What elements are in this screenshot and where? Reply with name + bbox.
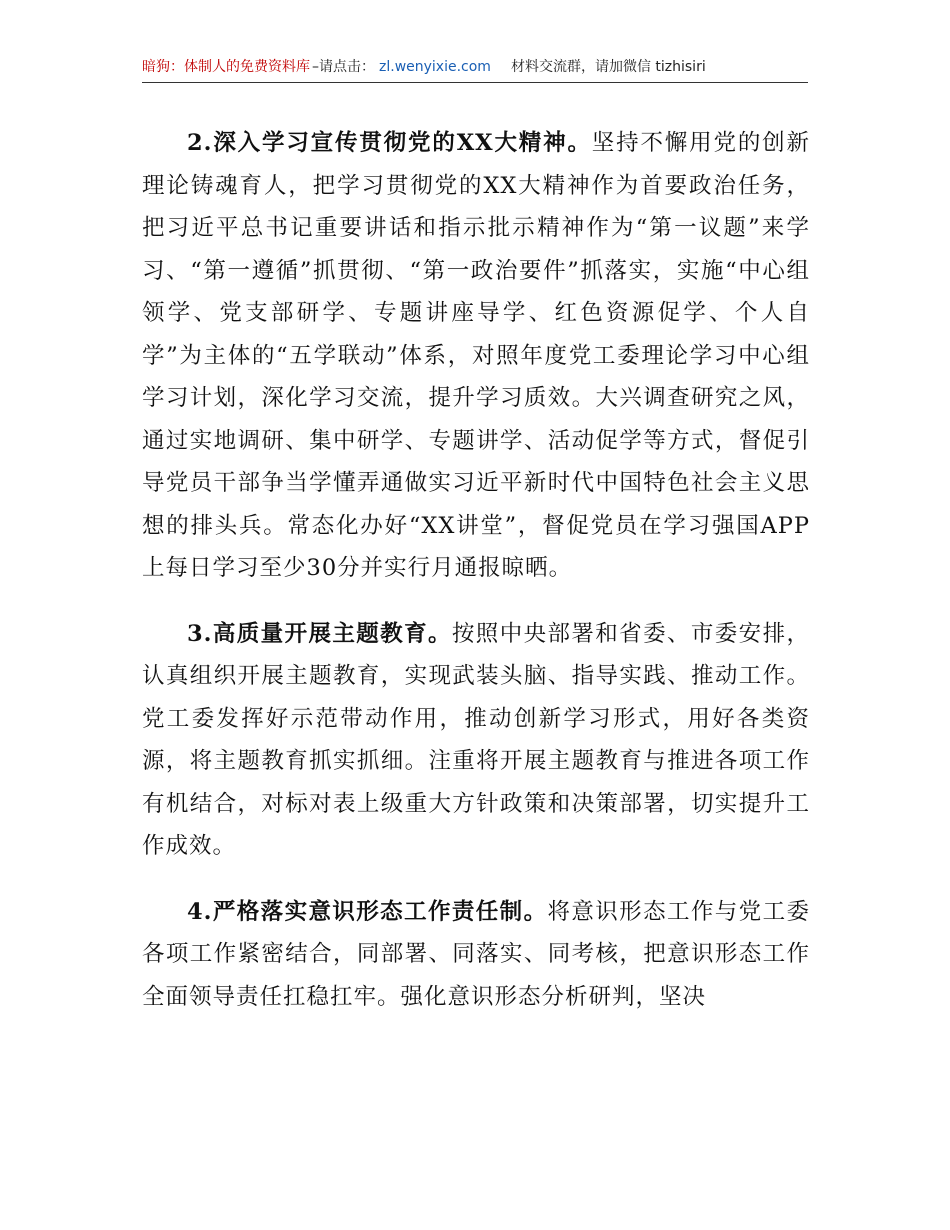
paragraph-3-text: 按照中央部署和省委、市委安排，认真组织开展主题教育，实现武装头脑、指导实践、推动工作。党工委发挥好示范带动作用，推动创新学习形式，用好各类资源，将主题教育抓实抓细。注重将开展主题教育与推进各项工作有机结合，对标对表上级重大方针政策和决策部署，切实提升工作成效。 xyxy=(142,620,810,859)
page-header xyxy=(142,56,808,83)
paragraph-4-heading: 4.严格落实意识形态工作责任制。 xyxy=(187,898,548,925)
paragraph-4 xyxy=(142,891,810,1019)
paragraph-4-text: 将意识形态工作与党工委各项工作紧密结合，同部署、同落实、同考核，把意识形态工作全面领导责任扛稳扛牢。强化意识形态分析研判，坚决 xyxy=(142,898,810,1010)
header-url-link[interactable]: zl.wenyixie.com xyxy=(379,59,491,75)
paragraph-3 xyxy=(142,613,810,868)
paragraph-2-text: 坚持不懈用党的创新理论铸魂育人，把学习贯彻党的XX大精神作为首要政治任务，把习近平总书记重要讲话和指示批示精神作为“第一议题”来学习、“第一遵循”抓贯彻、“第一政治要件”抓落实，实施“中心组领学、党支部研学、专题讲座导学、红色资源促学、个人自学”为主体的“五学联动”体系，对照年度党工委理论学习中心组学习计划，深化学习交流，提升学习质效。大兴调查研究之风，通过实地调研、集中研学、专题讲学、活动促学等方式，督促引导党员干部争当学懂弄通做实习近平新时代中国特色社会主义思想的排头兵。常态化办好“XX讲堂”，督促党员在学习强国APP上每日学习至少30分并实行月通报晾晒。 xyxy=(142,130,810,581)
paragraph-2 xyxy=(142,122,810,590)
header-brand: 暗狗：体制人的免费资料库 xyxy=(142,59,310,75)
header-group-info: 材料交流群，请加微信 tizhisiri xyxy=(510,59,706,75)
document-body xyxy=(142,122,810,1041)
paragraph-3-heading: 3.高质量开展主题教育。 xyxy=(187,620,452,647)
header-prompt: –请点击： xyxy=(312,59,375,75)
paragraph-2-heading: 2.深入学习宣传贯彻党的XX大精神。 xyxy=(187,130,592,156)
